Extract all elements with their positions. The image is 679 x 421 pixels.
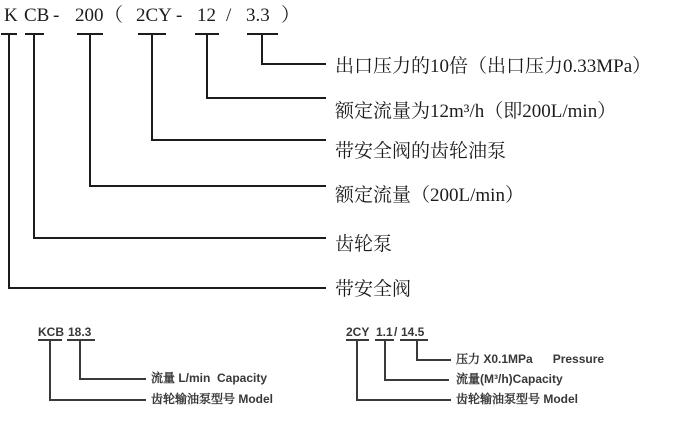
model-token-dash2: - (176, 5, 183, 26)
model-token-slash: / (226, 5, 232, 26)
model-token-k: K (4, 5, 18, 26)
sub-left-vline-model (49, 339, 51, 401)
connector-hline-cb (33, 237, 326, 239)
connector-vline-cb (33, 33, 35, 239)
model-token-12: 12 (197, 5, 216, 26)
model-token-lparen: （ (104, 5, 124, 26)
sub-right-value-flow: 1.1 (376, 325, 393, 339)
sub-left-label-model: 齿轮输油泵型号 Model (151, 392, 273, 406)
sub-left-vline-value (79, 339, 81, 380)
sub-right-model-code: 2CY (346, 325, 370, 339)
sub-left-value: 18.3 (68, 325, 92, 339)
annotation-rated-flow-m3h: 额定流量为12m³/h（即200L/min） (335, 101, 617, 122)
sub-right-underline-pressure (400, 339, 428, 341)
connector-vline-3-3 (261, 33, 263, 65)
connector-vline-k (8, 33, 10, 289)
annotation-gear-pump: 齿轮泵 (335, 234, 393, 255)
sub-left-label-capacity: 流量 L/min Capacity (151, 371, 268, 385)
sub-left-underline-value (67, 339, 95, 341)
connector-hline-200 (89, 185, 326, 187)
sub-right-value-pressure: 14.5 (401, 325, 425, 339)
model-token-rparen: ） (281, 5, 301, 26)
connector-vline-200 (89, 33, 91, 187)
sub-right-hline-model (356, 399, 451, 401)
connector-vline-12 (206, 33, 208, 99)
connector-hline-3-3 (261, 63, 326, 65)
connector-hline-2cy (151, 139, 326, 141)
sub-right-hline-pressure (416, 359, 451, 361)
annotation-gear-oil-pump-with-valve: 带安全阀的齿轮油泵 (335, 141, 507, 162)
sub-right-label-flow: 流量(M³/h)Capacity (456, 372, 563, 386)
sub-right-separator: / (394, 325, 398, 339)
sub-right-vline-flow (384, 339, 386, 381)
sub-right-vline-model (356, 339, 358, 401)
model-token-dash1: - (53, 5, 60, 26)
sub-left-hline-model (49, 399, 146, 401)
sub-left-hline-capacity (79, 378, 146, 380)
sub-left-model-code: KCB (38, 325, 64, 339)
model-token-2cy: 2CY (136, 5, 172, 26)
annotation-with-safety-valve: 带安全阀 (335, 279, 412, 300)
connector-hline-12 (206, 97, 326, 99)
connector-vline-2cy (151, 33, 153, 141)
connector-hline-k (8, 287, 326, 289)
annotation-rated-flow-lmin: 额定流量（200L/min） (335, 185, 524, 206)
annotation-outlet-pressure: 出口压力的10倍（出口压力0.33MPa） (335, 56, 652, 77)
model-token-200: 200 (75, 5, 104, 26)
model-token-cb: CB (24, 5, 50, 26)
sub-right-vline-pressure (416, 339, 418, 361)
sub-right-label-model: 齿轮输油泵型号 Model (456, 392, 578, 406)
sub-right-label-pressure: 压力 X0.1MPa Pressure (456, 352, 605, 366)
sub-right-hline-flow (384, 379, 449, 381)
model-token-3-3: 3.3 (246, 5, 270, 26)
